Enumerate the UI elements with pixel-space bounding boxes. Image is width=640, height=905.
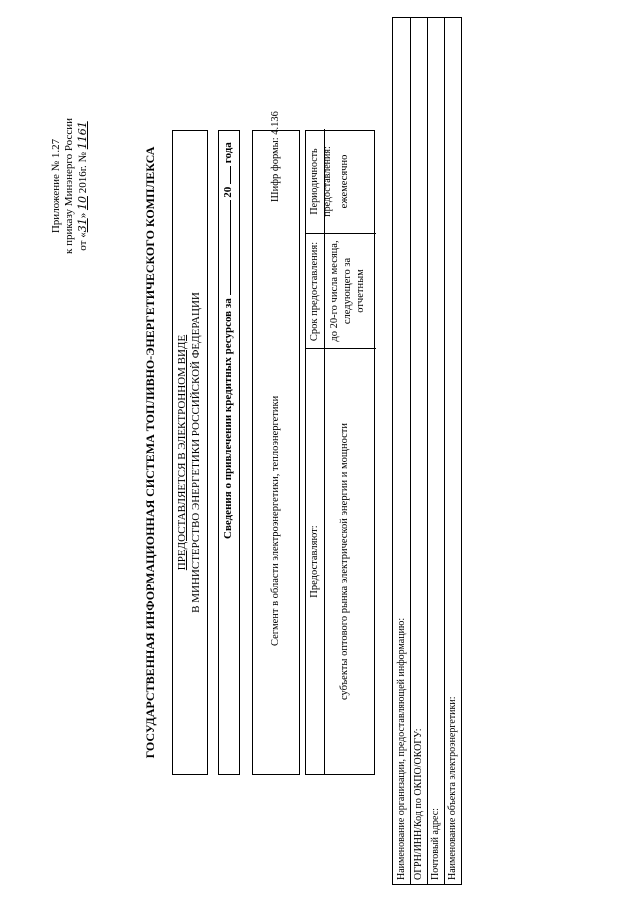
submit-box bbox=[172, 130, 208, 775]
info-codes: ОГРН/ИНН/Код по ОКПО/ОКОГУ: bbox=[413, 728, 424, 880]
report-title-box: Сведения о привлечении кредитных ресурсов за 20 года bbox=[218, 130, 240, 775]
table-cell-frequency: ежемесячно bbox=[339, 154, 350, 209]
appendix-number: 1161 bbox=[76, 121, 89, 150]
main-title: ГОСУДАРСТВЕННАЯ ИНФОРМАЦИОННАЯ СИСТЕМА ТОПЛИВНО-ЭНЕРГЕТИЧЕСКОГО КОМПЛЕКСА bbox=[143, 146, 157, 759]
segment-text: Сегмент в области электроэнергетики, теплоэнергетики bbox=[270, 395, 281, 646]
appendix-line-2: к приказу Минэнерго России bbox=[63, 118, 75, 254]
report-title: Сведения о привлечении кредитных ресурсов за bbox=[222, 298, 234, 539]
appendix-line-3: от «31» 10 2016г. № 1161 bbox=[76, 121, 89, 251]
table-header-provider: Предоставляют: bbox=[309, 525, 320, 598]
respondent-info-block bbox=[392, 17, 462, 885]
table-cell-provider: субъекты оптового рынка электрической энергии и мощности bbox=[339, 423, 350, 700]
table-cell-deadline: до 20-го числа месяца, следующего за отчетным bbox=[329, 240, 366, 342]
submit-line-2: В МИНИСТЕРСТВО ЭНЕРГЕТИКИ РОССИЙСКОЙ ФЕДЕРАЦИИ bbox=[190, 292, 202, 613]
info-divider-1 bbox=[410, 18, 411, 884]
submit-line-1: ПРЕДОСТАВЛЯЕТСЯ В ЭЛЕКТРОННОМ ВИДЕ bbox=[176, 334, 188, 571]
table-header-deadline: Срок предоставления: bbox=[309, 241, 320, 342]
form-code: Шифр формы: 4.136 bbox=[270, 111, 281, 202]
appendix-line-1: Приложение № 1.27 bbox=[50, 138, 62, 234]
info-divider-2 bbox=[427, 18, 428, 884]
table-header-frequency: Периодичность предоставления: bbox=[309, 146, 333, 217]
recipients-table bbox=[305, 130, 375, 775]
info-org-name: Наименование организации, предоставляющей информацию: bbox=[396, 617, 407, 880]
info-object-name: Наименование объекта электроэнергетики: bbox=[447, 696, 458, 880]
info-postal-address: Почтовый адрес: bbox=[430, 808, 441, 880]
appendix-month: 10 bbox=[76, 196, 89, 211]
appendix-day: 31 bbox=[76, 218, 89, 233]
report-year-blank bbox=[230, 166, 231, 184]
segment-box bbox=[252, 111, 300, 775]
info-divider-3 bbox=[444, 18, 445, 884]
report-period-blank bbox=[230, 200, 231, 295]
appendix-block bbox=[50, 118, 90, 254]
